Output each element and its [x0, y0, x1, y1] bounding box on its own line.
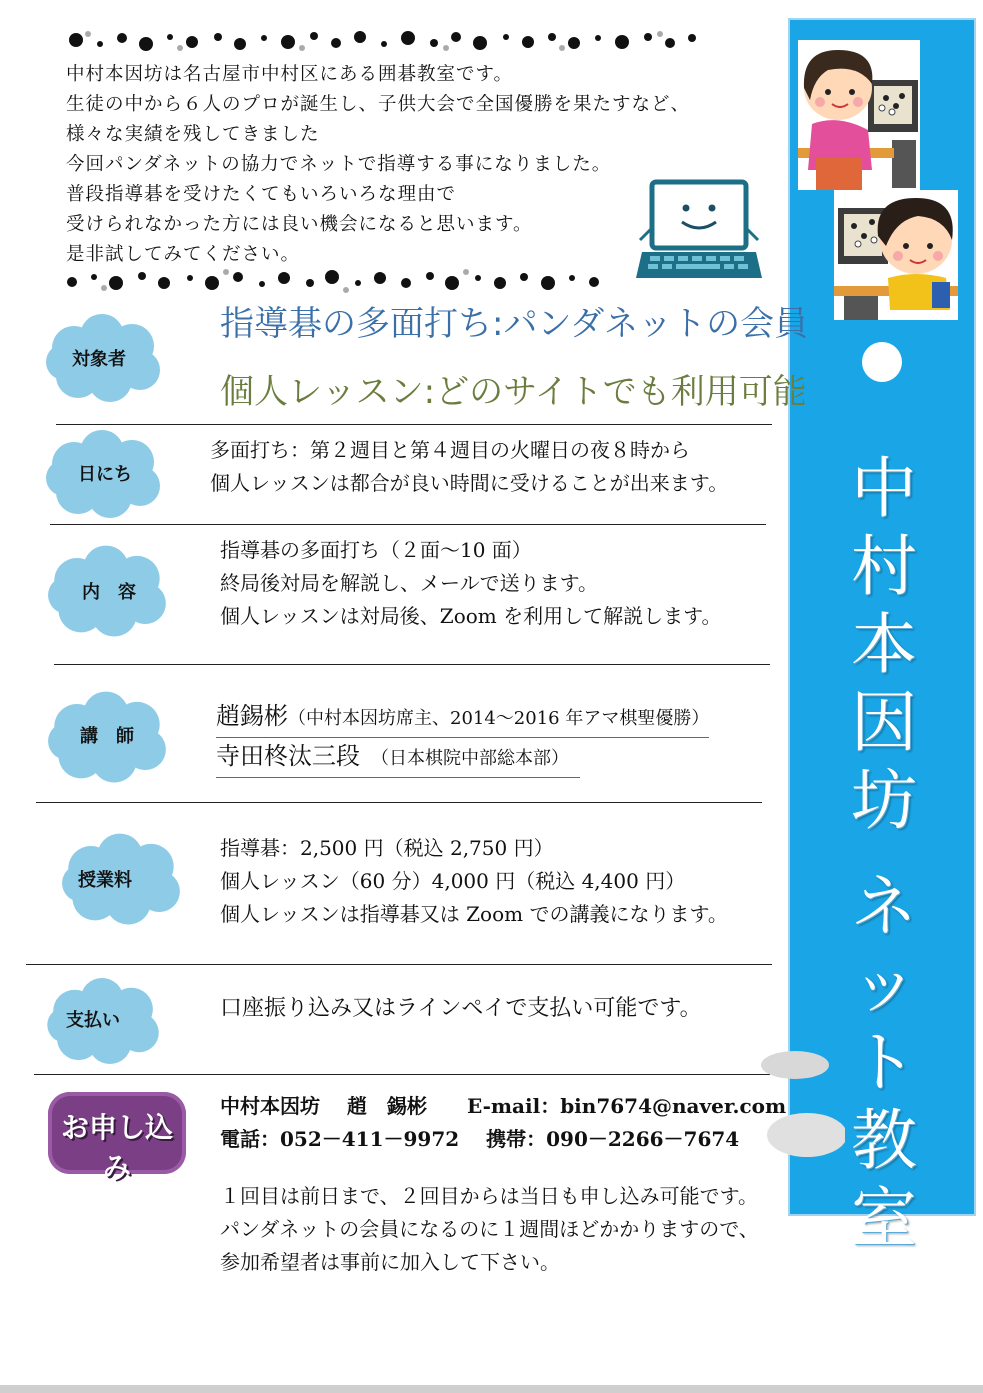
page-bottom-edge	[0, 1385, 983, 1393]
divider	[34, 1074, 770, 1075]
title-char: ネ	[851, 868, 917, 945]
teacher-note1: （中村本因坊席主、2014～2016 年アマ棋聖優勝）	[288, 708, 710, 729]
vertical-title	[838, 450, 930, 1258]
teacher-note2: （日本棋院中部総本部）	[380, 748, 560, 769]
teacher-row1	[216, 698, 709, 738]
bullet-circle-icon	[862, 342, 902, 382]
fee-line1: 指導碁：2,500 円（税込 2,750 円）	[220, 836, 554, 860]
teacher-name2: 寺田柊汰三段	[216, 742, 360, 770]
title-char: ッ	[851, 946, 917, 1023]
title-char: 本	[851, 606, 917, 683]
title-char: 因	[851, 684, 917, 761]
contact-line2: 電話：052－411－9972 携帯：090－2266－7674	[220, 1127, 740, 1151]
title-part1	[838, 450, 930, 840]
intro-line: 中村本因坊は名古屋市中村区にある囲碁教室です。	[66, 64, 514, 85]
divider	[36, 802, 762, 803]
title-char: 坊	[851, 762, 917, 839]
intro-line: 生徒の中から６人のプロが誕生し、子供大会で全国優勝を果たすなど、	[66, 94, 691, 115]
fee-line3: 個人レッスンは指導碁又は Zoom での講義になります。	[220, 902, 728, 926]
apply-contact	[220, 1090, 786, 1156]
title-part2	[838, 868, 930, 1258]
date-text	[210, 434, 728, 500]
teacher-text	[216, 698, 709, 778]
label-fee: 授業料	[78, 870, 132, 891]
intro-line: 今回パンダネットの協力でネットで指導する事になりました。	[66, 154, 612, 175]
divider	[50, 524, 766, 525]
divider	[54, 664, 770, 665]
title-char: 室	[851, 1180, 917, 1257]
apply-badge	[48, 1092, 186, 1184]
title-char: 中	[851, 450, 917, 527]
date-line2: 個人レッスンは都合が良い時間に受けることが出来ます。	[210, 471, 729, 495]
girl-at-computer-illustration	[798, 40, 920, 190]
content-line2: 終局後対局を解説し、メールで送ります。	[220, 571, 598, 595]
target-line2: 個人レッスン:どのサイトでも利用可能	[220, 372, 807, 412]
intro-line: 受けられなかった方には良い機会になると思います。	[66, 214, 533, 235]
apply-notes	[220, 1180, 759, 1279]
fee-text	[220, 832, 728, 931]
label-date: 日にち	[78, 464, 132, 485]
teacher-name1: 趙錫彬	[216, 702, 288, 730]
fee-line2: 個人レッスン（60 分）4,000 円（税込 4,400 円）	[220, 869, 686, 893]
date-line1: 多面打ち：第２週目と第４週目の火曜日の夜８時から	[210, 438, 690, 462]
teacher-row2	[216, 738, 580, 778]
title-char: 教	[851, 1102, 917, 1179]
divider	[26, 964, 772, 965]
intro-line: 是非試してみてください。	[66, 244, 301, 265]
title-char: ト	[851, 1024, 917, 1101]
intro-line: 様々な実績を残してきました	[66, 124, 320, 145]
payment-text: 口座振り込み又はラインペイで支払い可能です。	[220, 996, 702, 1021]
apply-note3: 参加希望者は事前に加入して下さい。	[220, 1250, 560, 1274]
divider	[56, 424, 772, 425]
dot-decoration-top	[62, 28, 702, 54]
intro-text	[66, 60, 690, 270]
label-payment: 支払い	[66, 1010, 120, 1031]
boy-at-computer-illustration	[834, 190, 958, 320]
content-line3: 個人レッスンは対局後、Zoom を利用して解説します。	[220, 604, 722, 628]
content-line1: 指導碁の多面打ち（２面～10 面）	[220, 538, 532, 562]
label-content: 内 容	[82, 582, 136, 603]
label-target: 対象者	[72, 349, 126, 370]
contact-line1: 中村本因坊 趙 錫彬 E-mail：bin7674@naver.com	[220, 1094, 787, 1118]
apply-note1: １回目は前日まで、２回目からは当日も申し込み可能です。	[220, 1184, 758, 1208]
label-teacher: 講 師	[80, 726, 134, 747]
content-text	[220, 534, 722, 633]
dot-decoration-bottom	[62, 268, 622, 294]
target-line1: 指導碁の多面打ち:パンダネットの会員	[220, 304, 809, 344]
intro-line: 普段指導碁を受けたくてもいろいろな理由で	[66, 184, 457, 205]
laptop-icon	[636, 178, 764, 284]
apply-note2: パンダネットの会員になるのに１週間ほどかかりますので、	[220, 1217, 759, 1241]
title-char: 村	[851, 528, 917, 605]
apply-badge-label: お申し込み	[60, 1111, 173, 1184]
